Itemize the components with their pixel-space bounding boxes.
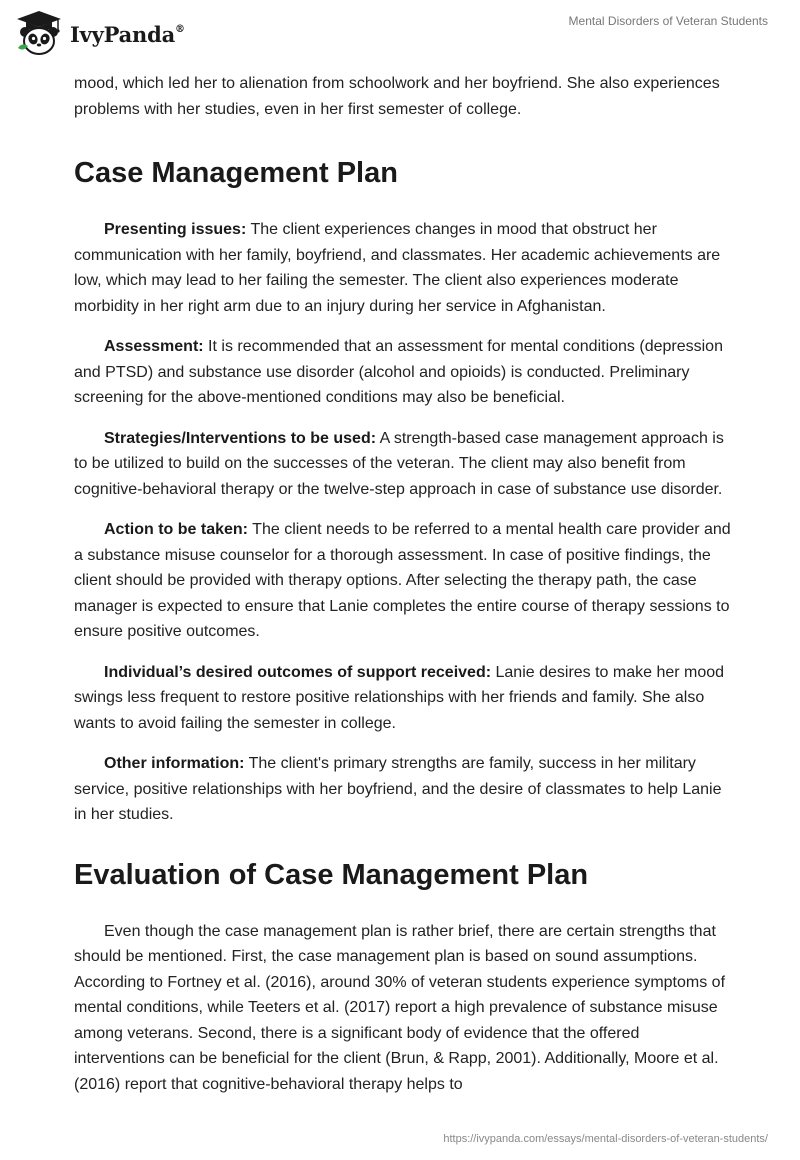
label-other-information: Other information: bbox=[104, 755, 245, 772]
article-content bbox=[74, 71, 734, 1097]
document-title: Mental Disorders of Veteran Students bbox=[568, 14, 768, 28]
label-strategies: Strategies/Interventions to be used: bbox=[104, 429, 377, 447]
label-presenting-issues: Presenting issues: bbox=[104, 221, 247, 238]
paragraph-other-information: Other information: The client's primary strengths are family, success in her military service, positive relationships with her boyfriend, and the desire of classmates to help Lanie in her studies. bbox=[74, 755, 722, 823]
label-desired-outcomes: Individual’s desired outcomes of support received: bbox=[104, 663, 492, 681]
panda-graduate-icon bbox=[14, 8, 64, 58]
paragraph-assessment: Assessment: It is recommended that an assessment for mental conditions (depression and PTSD) and substance use disorder (alcohol and opioids) is conducted. Preliminary screening for the above-mentioned conditions may also be beneficial. bbox=[74, 338, 723, 406]
brand-logo[interactable] bbox=[14, 8, 185, 58]
label-assessment: Assessment: bbox=[104, 338, 204, 355]
paragraph-action: Action to be taken: The client needs to be referred to a mental health care provider and a substance misuse counselor for a thorough assessment. In case of positive findings, the client should be provided with therapy options. After selecting the therapy path, the case manager is expected to ensure that Lanie completes the entire course of therapy sessions to ensure positive outcomes. bbox=[74, 521, 731, 640]
paragraph-presenting-issues: Presenting issues: The client experiences changes in mood that obstruct her communication with her family, boyfriend, and classmates. Her academic achievements are low, which may lead to her failing the semester. The client also experiences moderate morbidity in her right arm due to an injury during her service in Afghanistan. bbox=[74, 221, 721, 315]
paragraph-strategies: Strategies/Interventions to be used: A strength-based case management approach is to be utilized to build on the successes of the veteran. The client may also benefit from cognitive-behavioral therapy or the twelve-step approach in case of substance use disorder. bbox=[74, 429, 724, 498]
label-action: Action to be taken: bbox=[104, 521, 249, 538]
source-url[interactable]: https://ivypanda.com/essays/mental-disorders-of-veteran-students/ bbox=[443, 1133, 768, 1145]
brand-name: IvyPanda® bbox=[70, 21, 185, 47]
page-header bbox=[0, 0, 800, 70]
section-heading-case-management: Case Management Plan bbox=[74, 157, 398, 189]
paragraph-evaluation: Even though the case management plan is rather brief, there are certain strengths that should be mentioned. First, the case management plan is based on sound assumptions. According to Fortney et al. (2016), around 30% of veteran students experience symptoms of mental conditions, while Teeters et al. (2017) report a high prevalence of substance misuse among veterans. Second, there is a significant body of evidence that the offered interventions can be beneficial for the client (Brun, & Rapp, 2001). Additionally, Moore et al. (2016) report that cognitive-behavioral therapy helps to bbox=[74, 922, 726, 1093]
lead-paragraph: mood, which led her to alienation from schoolwork and her boyfriend. She also experiences problems with her studies, even in her first semester of college. bbox=[74, 75, 720, 118]
section-heading-evaluation: Evaluation of Case Management Plan bbox=[74, 858, 589, 891]
paragraph-desired-outcomes: Individual’s desired outcomes of support received: Lanie desires to make her mood swings less frequent to restore positive relationships with her friends and family. She also wants to avoid failing the semester in college. bbox=[74, 663, 725, 732]
